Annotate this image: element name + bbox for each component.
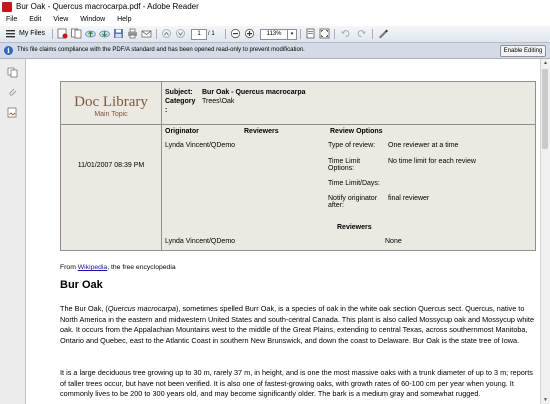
subject-label: Subject:: [165, 89, 193, 96]
menu-file[interactable]: File: [6, 16, 18, 23]
zoom-in-icon[interactable]: [244, 28, 255, 39]
undo-icon[interactable]: [340, 28, 351, 39]
time-limit-options-label: Time Limit Options:: [328, 158, 361, 172]
page-total: / 1: [208, 31, 215, 37]
save-icon[interactable]: [113, 28, 124, 39]
fit-page-icon[interactable]: [305, 28, 316, 39]
menu-bar: [0, 14, 550, 26]
signatures-icon[interactable]: [7, 107, 18, 118]
type-of-review-label: Type of review:: [328, 142, 376, 149]
category-colon: :: [165, 107, 168, 114]
email-icon[interactable]: [141, 28, 152, 39]
category-value: Trees\Oak: [202, 98, 235, 105]
navigation-pane: [0, 59, 26, 404]
source-line: [60, 263, 536, 274]
page-number-input[interactable]: 1: [191, 29, 207, 40]
info-bar: [0, 43, 550, 59]
zoom-dropdown-arrow[interactable]: ▾: [287, 29, 297, 40]
scroll-down-arrow-icon[interactable]: ▼: [543, 397, 548, 403]
my-files-button[interactable]: My Files: [19, 30, 46, 37]
info-icon: i: [4, 46, 13, 55]
review-options-label: Review Options: [330, 128, 383, 135]
menu-edit[interactable]: Edit: [29, 16, 42, 23]
page-thumbnails-icon[interactable]: [7, 67, 18, 78]
category-label: Category: [165, 98, 196, 105]
separator: [300, 29, 301, 39]
reviewers-label: Reviewers: [244, 128, 279, 135]
divider: [161, 82, 162, 250]
separator: [334, 29, 335, 39]
divider: [161, 124, 535, 125]
zoom-level-select[interactable]: 113%: [260, 29, 288, 40]
p1-scientific-name: Quercus macrocarpa: [107, 304, 176, 313]
redo-icon[interactable]: [356, 28, 367, 39]
from-suffix: , the free encyclopedia: [107, 264, 176, 271]
reviewers-section-label: Reviewers: [337, 224, 372, 231]
article-heading: Bur Oak: [60, 279, 103, 291]
print-icon[interactable]: [127, 28, 138, 39]
p1-rest: ), sometimes spelled Burr Oak, is a species of oak in the white oak section Quercus sect. Quercus, native to North America in the eastern and midwestern United States and south-central Canada. This plant is also called Mossycup oak and Mossycup white oak. It occurs from the Appalachian Mountains west to the middle of the Great Plains, extending to central Texas, across southernmost Manitoba, Ontario and Quebec, east to the Atlantic Coast in southern New Brunswick, and down the coast to Delaware. Bur Oak is the state tree of Iowa.: [60, 304, 535, 345]
doc-library-title: Doc Library: [74, 94, 148, 110]
download-cloud-icon[interactable]: [99, 28, 110, 39]
wikipedia-link[interactable]: Wikipedia: [77, 264, 108, 271]
menu-help[interactable]: Help: [117, 16, 132, 23]
type-of-review-value: One reviewer at a time: [388, 142, 459, 149]
document-page: [26, 59, 540, 404]
notify-originator-value: final reviewer: [388, 195, 430, 202]
menu-icon[interactable]: [5, 28, 16, 39]
separator: [156, 29, 157, 39]
document-date: 11/01/2007 08:39 PM: [77, 162, 145, 169]
main-topic-label: Main Topic: [94, 111, 128, 118]
adobe-reader-icon: [2, 2, 12, 12]
paragraph-1: [60, 304, 536, 346]
separator: [52, 29, 53, 39]
scroll-up-arrow-icon[interactable]: ▲: [543, 60, 548, 66]
originator-label: Originator: [165, 128, 199, 135]
pdfa-compliance-message: This file claims compliance with the PDF/A standard and has been opened read-only to prevent modification.: [17, 47, 305, 53]
subject-value: Bur Oak - Quercus macrocarpa: [202, 89, 306, 96]
create-pdf-icon[interactable]: [57, 28, 68, 39]
reviewer-name: Lynda Vincent/QDemo: [165, 238, 236, 245]
time-limit-days-label: Time Limit/Days:: [328, 180, 380, 187]
zoom-out-icon[interactable]: [230, 28, 241, 39]
from-prefix: From: [60, 264, 78, 271]
title-bar: [0, 0, 550, 14]
window-title: Bur Oak - Quercus macrocarpa.pdf - Adobe Reader: [16, 2, 199, 11]
divider: [61, 124, 161, 125]
toolbar: [0, 26, 550, 43]
notify-originator-label: Notify originator after:: [328, 195, 378, 209]
menu-view[interactable]: View: [53, 16, 69, 23]
enable-editing-button[interactable]: Enable Editing: [500, 45, 546, 57]
vertical-scrollbar[interactable]: [540, 59, 550, 404]
separator: [372, 29, 373, 39]
full-screen-icon[interactable]: [319, 28, 330, 39]
document-header-table: [60, 81, 536, 251]
reviewer-status: None: [385, 238, 402, 245]
paragraph-2: It is a large deciduous tree growing up to 30 m, rarely 37 m, in height, and is one the most massive oaks with a trunk diameter of up to 3 m; reports of taller trees occur, but have not been verified. It is also one of fastest-growing oaks, with growth rates of 60-100 cm per year when young. It commonly lives to be 200 to 300 years old, and may become significantly older. The bark is a medium gray and somewhat rugged.: [60, 368, 533, 398]
upload-cloud-icon[interactable]: [85, 28, 96, 39]
previous-page-icon[interactable]: [161, 28, 172, 39]
next-page-icon[interactable]: [175, 28, 186, 39]
sign-pen-icon[interactable]: [377, 28, 388, 39]
originator-value: Lynda Vincent/QDemo: [165, 142, 236, 149]
separator: [225, 29, 226, 39]
p1-start: The Bur Oak, (: [60, 304, 108, 313]
scroll-thumb[interactable]: [542, 69, 548, 149]
attachments-icon[interactable]: [7, 87, 18, 98]
menu-window[interactable]: Window: [80, 16, 106, 23]
time-limit-options-value: No time limit for each review: [388, 158, 476, 165]
combine-icon[interactable]: [71, 28, 82, 39]
